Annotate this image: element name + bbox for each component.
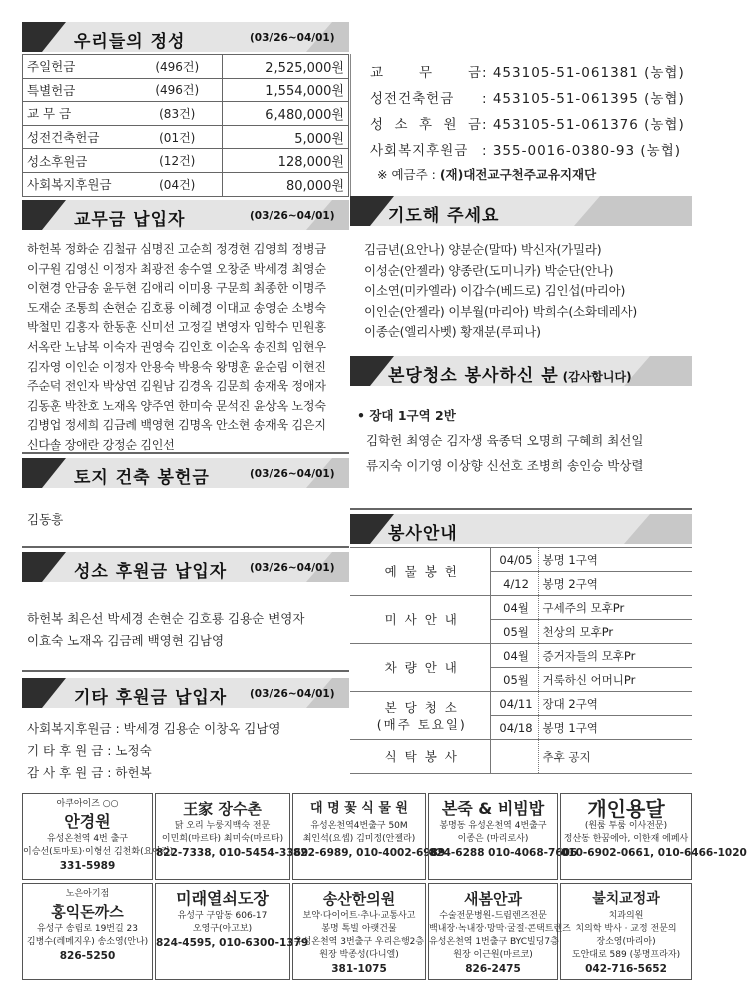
prayer-list [364,240,637,343]
offering-name: 성소후원금 [23,149,133,173]
offering-name: 성전건축헌금 [23,125,133,149]
offering-header [22,22,349,52]
offering-row [23,149,349,173]
service-assignee: 봉명 1구역 [538,716,692,740]
account-list [370,60,685,164]
tithe-donor-line: 신다솔 장애란 강정순 김인선 [27,437,175,452]
ad-title: 새봄안과 [464,890,522,908]
ad-box [292,793,446,880]
service-date: 04월 [490,596,538,620]
tithe-donor-line: 도재순 조통희 손현순 김호룡 이혜경 이대교 송영순 소병숙 [27,300,326,315]
service-assignee: 추후 공지 [538,740,692,774]
service-date: 04/05 [490,548,538,572]
other-date: (03/26~04/01) [250,688,335,700]
service-date [490,740,538,774]
account-holder [377,165,596,183]
prayer-header [350,196,692,226]
tithe-donor-list [27,240,347,456]
prayer-line: 이인순(안젤라) 이부월(마리아) 박희수(소화데레사) [364,303,638,319]
ad-line: 이승선(토마토)·이형선 김천화(요아킴) [23,847,174,857]
land-title: 토지 건축 봉헌금 [74,468,210,488]
service-date: 05월 [490,620,538,644]
offering-amount: 5,000원 [223,125,349,149]
offering-count: (12건) [133,149,223,173]
ad-box [428,793,578,880]
divider [350,508,692,510]
service-category: 미 사 안 내 [350,596,490,644]
ad-box [155,883,309,980]
service-assignee: 구세주의 모후Pr [538,596,692,620]
offering-name: 교 무 금 [23,102,133,126]
tithe-donor-line: 서옥란 노남복 이숙자 권영숙 김인호 이순옥 송진희 임현우 [27,339,326,354]
service-category: 식 탁 봉 사 [350,740,490,774]
other-donor-line: 사회복지후원금 : 박세경 김용순 이창옥 김남영 [27,721,281,736]
ad-line: 원장 박종성(다니엘) [319,950,399,960]
ad-line: 정산동 한꿈에아, 이한재 에페사 [563,834,689,844]
service-date: 04/11 [490,692,538,716]
ad-line: 원장 이근원(마르코) [453,950,533,960]
offering-row [23,172,349,196]
ad-line: 장소영(마리아) [596,937,656,947]
offering-row [23,102,349,126]
ad-title: 王家 장수촌 [183,800,262,818]
ad-line: 백내장·녹내장·망막·굴절·콘택트렌즈 [429,924,571,934]
ad-title: 대 명 꽃 식 물 원 [310,801,408,816]
account-holder-prefix: ※ 예금주 : [377,167,440,182]
service-assignee: 봉명 2구역 [538,572,692,596]
service-date: 04/18 [490,716,538,740]
land-date: (03/26~04/01) [250,468,335,480]
ad-title: 개인용달 [587,797,665,821]
service-row [350,740,692,774]
service-assignee: 장대 2구역 [538,692,692,716]
ad-title: 안경원 [64,812,111,831]
tithe-header [22,200,349,230]
ad-box [292,883,426,980]
seminary-donor-line: 하헌복 최은선 박세경 손현순 김호룡 김용순 변영자 [27,611,305,626]
prayer-line: 이성순(안젤라) 양종란(도미니카) 박순단(안나) [364,262,614,278]
tithe-donor-line: 이현경 안금송 윤두현 김애리 이미용 구문희 최종한 이명주 [27,281,326,296]
offering-name: 주일헌금 [23,55,133,79]
land-donors: 김동흥 [27,512,64,527]
tithe-donor-line: 하헌복 정화순 김철규 심명진 고순희 정경현 김영희 정병금 [27,242,326,256]
offering-name: 특별헌금 [23,78,133,102]
cleaning-group: • 장대 1구역 2반 [357,408,456,423]
ad-line: 최인석(요셉) 김미정(안젤라) [302,834,416,844]
offering-amount: 6,480,000원 [223,102,349,126]
divider [22,546,349,548]
tithe-date: (03/26~04/01) [250,210,335,222]
ad-box [428,883,571,980]
ad-line: 보약·다이어트·추나·교통사고 [302,911,416,921]
offering-count: (01건) [133,125,223,149]
account-line [370,86,685,112]
ad-line: 닭 오리 누룽지백숙 전문 [174,821,271,831]
tithe-donor-line: 주순덕 전인자 박상연 김원남 김경옥 김문희 송재욱 정애자 [27,379,326,394]
ad-line: 치의학 박사 · 교정 전문의 [575,924,677,934]
service-assignee: 천상의 모후Pr [538,620,692,644]
other-donor-line: 감 사 후 원 금 : 하헌복 [27,765,152,780]
account-line [370,112,685,138]
service-row [350,596,692,620]
service-date: 04월 [490,644,538,668]
tithe-donor-line: 김병업 정세희 김금례 백영현 김명옥 안소현 송재욱 김은지 [27,418,326,433]
cleaning-line: 류지숙 이기영 이상향 신선호 조병희 송인승 박상렬 [366,458,644,473]
ad-line: 유성구 송림로 19번길 23 [36,924,139,934]
service-category: 예 물 봉 헌 [350,548,490,596]
ad-box [560,793,747,880]
ad-line: 822-7338, 010-5454-3369 [156,847,309,859]
account-label: 성전건축헌금 [370,91,455,107]
ad-line: 331-5989 [59,860,116,872]
service-assignee: 봉명 1구역 [538,548,692,572]
ad-line: 010-6902-0661, 010-6466-1020 [561,847,747,859]
ad-line: 도안대로 589 (봉명프라자) [571,950,681,960]
divider [22,452,349,454]
tithe-title: 교무금 납입자 [74,210,186,230]
offering-row [23,125,349,149]
ad-line: 381-1075 [331,963,387,975]
ad-box [155,793,309,880]
account-number: : 355-0016-0380-93 (농협) [482,143,682,159]
cleaning-title-text: 본당청소 봉사하신 분 [388,366,559,386]
ad-box [560,883,692,980]
ad-line: 824-4595, 010-6300-1379 [156,937,309,949]
ad-box [22,883,153,980]
column-divider [350,54,351,200]
ad-line: 김병수(레메지우) 송소영(안나) [26,937,149,947]
offering-count: (04건) [133,172,223,196]
ad-line: 826-5250 [59,950,116,962]
offering-row [23,78,349,102]
ad-line: 아쿠아이즈 ○○ [56,799,119,809]
offering-count: (83건) [133,102,223,126]
ad-title: 홍익돈까스 [51,903,124,921]
service-title: 봉사안내 [388,524,458,544]
cleaning-subtitle: (감사합니다) [562,370,632,384]
ad-line: 이종은 (마리로사) [457,834,529,844]
ad-line: 봉명동 유성온천역 4번출구 [439,821,547,831]
land-header [22,458,349,488]
ad-title: 미래열쇠도장 [176,889,269,908]
seminary-date: (03/26~04/01) [250,562,335,574]
service-row [350,644,692,668]
tithe-donor-line: 이구원 김영신 이정자 최광전 송수열 오창준 박세경 최영순 [27,261,326,276]
tithe-donor-line: 김자영 이인순 이정자 안용숙 박용숙 왕명훈 윤순림 이현진 [27,359,326,374]
service-row [350,692,692,716]
cleaning-line: 김학헌 최영순 김자생 육종덕 오명희 구혜희 최선일 [366,433,644,448]
ad-line: 유성온천역 4번 출구 [46,834,128,844]
offering-amount: 2,525,000원 [223,55,349,79]
seminary-donor-list [27,608,304,652]
ad-line: 824-6288 010-4068-7606 [429,847,578,859]
offering-count: (496건) [133,78,223,102]
cleaning-title [388,361,632,386]
prayer-line: 이종순(엘리사벳) 황재분(루피나) [364,324,541,339]
ad-title: 본죽 & 비빔밥 [441,799,545,818]
ad-line: 유성온천역 3번출구 우리은행2층 [293,937,425,947]
ad-line: 042-716-5652 [585,963,667,975]
service-row [350,548,692,572]
cleaning-list [366,428,643,478]
account-number: : 453105-51-061395 (농협) [482,91,685,107]
ad-line: 유성온천역 1번출구 BYC빌딩7층 [429,937,559,947]
ad-line: 유성구 구암동 606-17 [177,911,268,921]
ad-box [22,793,174,880]
service-table [350,547,692,774]
offering-count: (496건) [133,55,223,79]
tithe-donor-line: 김동훈 박찬호 노재옥 양주연 한미숙 문석진 윤상옥 노정숙 [27,398,326,413]
service-header [350,514,692,544]
ad-line: 유성온천역4번출구 50M [310,821,408,831]
offering-amount: 80,000원 [223,172,349,196]
seminary-header [22,552,349,582]
ad-line: 이민희(마르타) 최미숙(마르타) [161,834,284,844]
account-label: 교 무 금 [370,65,482,81]
service-date: 05월 [490,668,538,692]
offering-date: (03/26~04/01) [250,32,335,44]
other-donor-line: 기 타 후 원 금 : 노정숙 [27,743,152,758]
other-header [22,678,349,708]
ad-title: 불치교정과 [592,891,660,907]
ad-line: 수술전문병원-드림렌즈전문 [439,911,547,921]
offering-row [23,55,349,79]
prayer-title: 기도해 주세요 [388,206,500,226]
offering-name: 사회복지후원금 [23,172,133,196]
divider [22,670,349,672]
offering-amount: 1,554,000원 [223,78,349,102]
service-date: 4/12 [490,572,538,596]
ad-line: (원룸 투룸 이사전문) [584,821,668,831]
account-line [370,60,685,86]
account-label: 성 소 후 원 금 [370,117,482,133]
offering-amount: 128,000원 [223,149,349,173]
service-category: 본 당 청 소 (매주 토요일) [350,692,490,740]
ad-line: 봉명 톡빌 아랫건물 [321,924,397,934]
service-assignee: 거룩하신 어머니Pr [538,668,692,692]
tithe-donor-line: 박철민 김홍자 한동훈 신미선 고정길 변영자 임학수 민원홍 [27,320,326,335]
service-category: 차 량 안 내 [350,644,490,692]
prayer-line: 이소연(미카엘라) 이갑수(베드로) 김인섭(마리아) [364,283,626,298]
account-holder-name: (재)대전교구천주교유지재단 [439,167,597,182]
other-donor-list [27,718,281,784]
account-label: 사회복지후원금 [370,143,469,159]
ad-title: 송산한의원 [322,890,396,908]
ad-line: 826-2475 [465,963,521,975]
account-line [370,138,685,164]
prayer-line: 김금년(요안나) 양분순(말따) 박신자(가밀라) [364,242,602,257]
service-assignee: 증거자들의 모후Pr [538,644,692,668]
account-number: : 453105-51-061381 (농협) [482,65,685,81]
offering-table [22,54,349,197]
cleaning-header [350,356,692,386]
ad-line: 오영구(아고보) [192,924,253,934]
seminary-donor-line: 이효숙 노재옥 김금례 백영현 김남영 [27,633,225,648]
seminary-title: 성소 후원금 납입자 [74,562,228,582]
ad-line: 노은아기점 [65,889,110,899]
ad-line: 822-6989, 010-4002-6989 [293,847,446,859]
account-number: : 453105-51-061376 (농협) [482,117,685,133]
offering-title: 우리들의 정성 [74,32,186,52]
ad-line: 치과의원 [608,911,644,921]
other-title: 기타 후원금 납입자 [74,688,228,708]
